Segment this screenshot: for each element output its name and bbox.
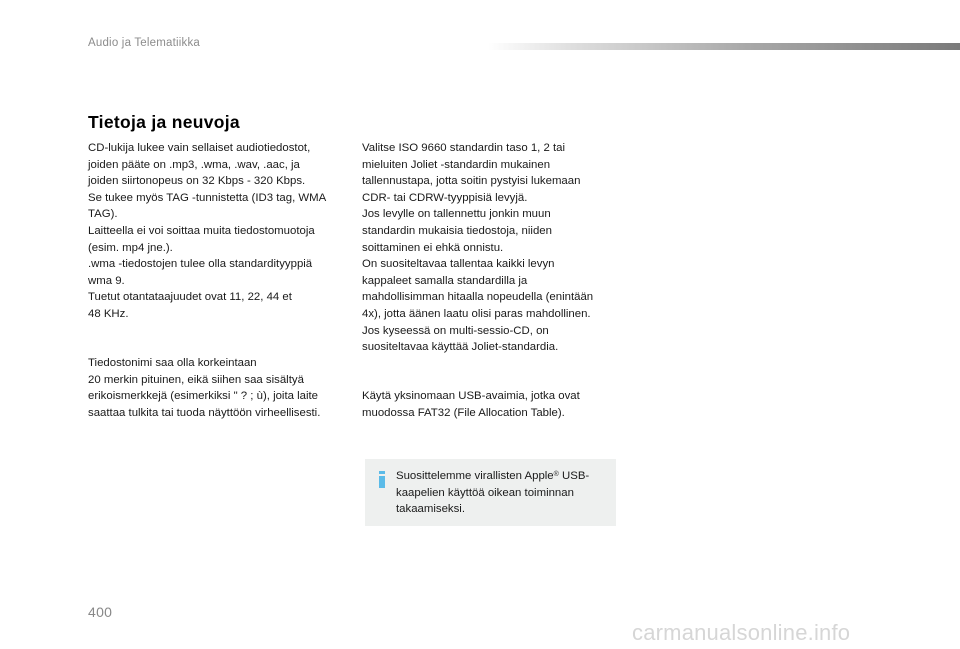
text-line: Tiedostonimi saa olla korkeintaan — [88, 357, 257, 369]
text-line: suositeltavaa käyttää Joliet-standardia. — [362, 341, 559, 354]
page-number: 400 — [88, 604, 113, 620]
text-line: soittaminen ei ehkä onnistu. — [362, 241, 504, 254]
left-paragraph-1 — [88, 140, 326, 323]
watermark: carmanualsonline.info — [632, 620, 851, 645]
text-line: Valitse ISO 9660 standardin taso 1, 2 tai — [362, 142, 566, 154]
text-line: 4x), jotta äänen laatu olisi paras mahdollinen. — [362, 307, 591, 320]
right-paragraph-2 — [362, 388, 580, 421]
text-line: joiden pääte on .mp3, .wma, .wav, .aac, ja — [88, 158, 300, 171]
text-line: mahdollisimman hitaalla nopeudella (enintään — [362, 291, 594, 304]
text-line: CDR- tai CDRW-tyyppisiä levyjä. — [362, 191, 528, 204]
text-line: 20 merkin pituinen, eikä siihen saa sisältyä — [88, 373, 304, 386]
text-line: erikoismerkkejä (esimerkiksi " ? ; ù), joita laite — [88, 390, 319, 403]
text-line: joiden siirtonopeus on 32 Kbps - 320 Kbps. — [88, 175, 306, 188]
text-line: CD-lukija lukee vain sellaiset audiotiedostot, — [88, 142, 311, 154]
text-line: tallennustapa, jotta soitin pystyisi lukemaan — [362, 175, 581, 188]
info-text-line1-end: USB- — [558, 470, 590, 482]
section-title: Audio ja Telematiikka — [88, 37, 201, 49]
text-line: standardin mukaisia tiedostoja, niiden — [362, 224, 552, 237]
text-line: (esim. mp4 jne.). — [88, 241, 173, 254]
text-line: 48 KHz. — [88, 307, 129, 320]
text-line: muodossa FAT32 (File Allocation Table). — [362, 406, 565, 419]
text-line: On suositeltavaa tallentaa kaikki levyn — [362, 258, 555, 271]
text-line: Jos levylle on tallennettu jonkin muun — [362, 208, 551, 221]
text-line: saattaa tulkita tai tuoda näyttöön virheellisesti. — [88, 406, 321, 419]
registered-mark: ® — [553, 471, 559, 478]
info-text-line1: Suosittelemme virallisten Apple — [396, 470, 554, 482]
page-heading: Tietoja ja neuvoja — [88, 112, 240, 132]
text-line: wma 9. — [88, 274, 125, 287]
text-line: Käytä yksinomaan USB-avaimia, jotka ovat — [362, 390, 580, 402]
info-text — [396, 468, 589, 518]
info-icon — [378, 471, 386, 488]
text-line: TAG). — [88, 208, 118, 221]
text-line: Jos kyseessä on multi-sessio-CD, on — [362, 324, 549, 337]
left-paragraph-2 — [88, 355, 320, 421]
text-line: Se tukee myös TAG -tunnistetta (ID3 tag, WMA — [88, 191, 327, 204]
text-line: Laitteella ei voi soittaa muita tiedostomuotoja — [88, 224, 315, 237]
info-text-line2: kaapelien käyttöä oikean toiminnan — [396, 486, 574, 499]
header-gradient-bar — [488, 43, 960, 50]
text-line: Tuetut otantataajuudet ovat 11, 22, 44 et — [88, 291, 292, 304]
text-line: .wma -tiedostojen tulee olla standardityyppiä — [88, 258, 313, 271]
info-text-line3: takaamiseksi. — [396, 503, 466, 516]
info-box — [365, 459, 616, 526]
text-line: mieluiten Joliet -standardin mukainen — [362, 158, 551, 171]
right-paragraph-1 — [362, 140, 593, 356]
text-line: kappaleet samalla standardilla ja — [362, 274, 528, 287]
